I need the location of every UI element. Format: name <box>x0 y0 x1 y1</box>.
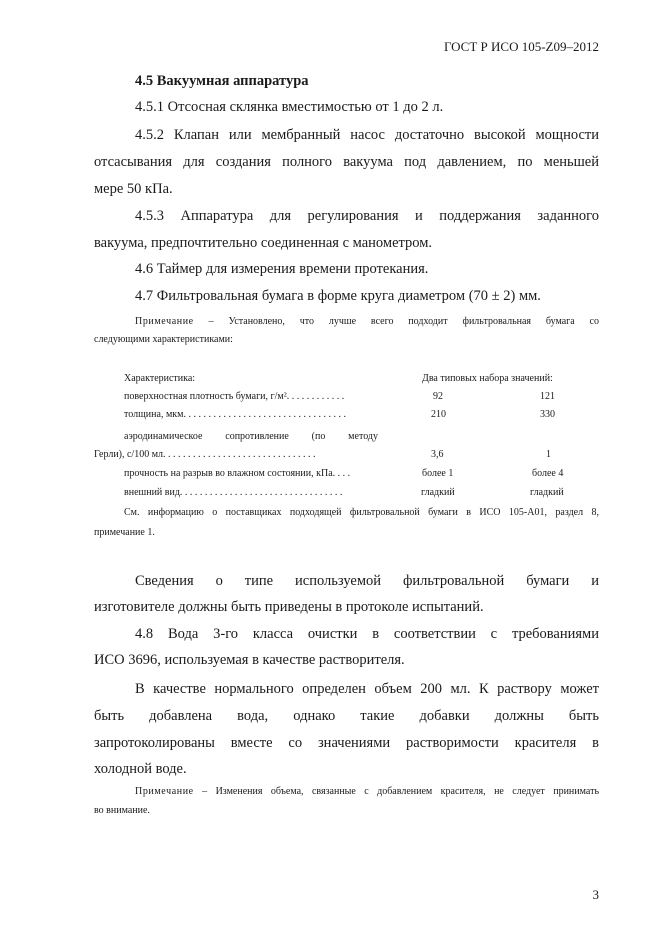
table-cell-value-1: гладкий <box>421 487 455 498</box>
paragraph-4-5-2-line1: 4.5.2 Клапан или мембранный насос достаточно высокой мощности <box>135 127 599 143</box>
table-header-values: Два типовых набора значений: <box>422 373 553 384</box>
paragraph-4-5-3-line1: 4.5.3 Аппаратура для регулирования и поддержания заданного <box>135 208 599 224</box>
document-header: ГОСТ Р ИСО 105-Z09–2012 <box>443 39 599 54</box>
note-label: Примечание <box>135 316 194 327</box>
paragraph-4-7: 4.7 Фильтровальная бумага в форме круга диаметром (70 ± 2) мм. <box>135 288 541 304</box>
table-row-label: внешний вид. . . . . . . . . . . . . . . . . . . . . . . . . . . . . . . . . <box>124 487 343 498</box>
paragraph-4-6: 4.6 Таймер для измерения времени протекания. <box>135 261 429 277</box>
table-footnote-line2: примечание 1. <box>94 527 155 538</box>
note-4-8-line1 <box>135 786 599 797</box>
table-row-label: поверхностная плотность бумаги, г/м². . . . . . . . . . . . <box>124 391 345 402</box>
paragraph-4-5-3-line2: вакуума, предпочтительно соединенная с манометром. <box>94 235 433 251</box>
table-row-label-line1: аэродинамическое сопротивление (по методу <box>124 431 378 442</box>
table-row-label: толщина, мкм. . . . . . . . . . . . . . . . . . . . . . . . . . . . . . . . . <box>124 409 346 420</box>
paragraph-4-5-2-line3: мере 50 кПа. <box>94 181 173 197</box>
table-row-label: прочность на разрыв во влажном состоянии, кПа. . . . <box>124 468 351 479</box>
paragraph-4-5-1: 4.5.1 Отсосная склянка вместимостью от 1 до 2 л. <box>135 99 444 115</box>
paragraph-volume-line4: холодной воде. <box>94 761 187 777</box>
table-cell-value-2: 1 <box>546 449 551 460</box>
table-header-characteristic: Характеристика: <box>124 373 196 384</box>
paragraph-volume-line1: В качестве нормального определен объем 200 мл. К раствору может <box>135 681 599 697</box>
page-number: 3 <box>592 887 599 902</box>
paragraph-filter-info-line2: изготовителе должны быть приведены в протоколе испытаний. <box>94 599 484 615</box>
table-footnote-line1: См. информацию о поставщиках подходящей фильтровальной бумаги в ИСО 105-A01, раздел 8, <box>124 507 599 518</box>
paragraph-4-8-line2: ИСО 3696, используемая в качестве растворителя. <box>94 652 405 668</box>
note-4-7-line2: следующими характеристиками: <box>94 334 233 345</box>
table-cell-value-1: более 1 <box>422 468 454 479</box>
paragraph-filter-info-line1: Сведения о типе используемой фильтровальной бумаги и <box>135 573 599 589</box>
paragraph-4-5-2-line2: отсасывания для создания полного вакуума под давлением, по меньшей <box>94 154 599 170</box>
table-cell-value-2: более 4 <box>532 468 564 479</box>
table-cell-value-2: 121 <box>540 391 555 402</box>
note-text: – Установлено, что лучше всего подходит фильтровальная бумага со <box>208 316 599 327</box>
paragraph-volume-line2: быть добавлена вода, однако такие добавки должны быть <box>94 708 599 724</box>
note-text: – Изменения объема, связанные с добавлением красителя, не следует принимать <box>202 786 599 797</box>
note-4-7-line1 <box>135 316 599 327</box>
paragraph-4-8-line1: 4.8 Вода 3-го класса очистки в соответствии с требованиями <box>135 626 599 642</box>
table-cell-value-1: 92 <box>433 391 443 402</box>
table-cell-value-1: 3,6 <box>431 449 444 460</box>
table-cell-value-2: гладкий <box>530 487 564 498</box>
table-cell-value-1: 210 <box>431 409 446 420</box>
table-cell-value-2: 330 <box>540 409 555 420</box>
table-row-label: Герли), с/100 мл. . . . . . . . . . . . . . . . . . . . . . . . . . . . . . . <box>94 449 316 460</box>
note-label: Примечание <box>135 786 194 797</box>
note-4-8-line2: во внимание. <box>94 805 150 816</box>
section-heading-4-5: 4.5 Вакуумная аппаратура <box>135 73 309 89</box>
paragraph-volume-line3: запротоколированы вместе со значениями растворимости красителя в <box>94 735 599 751</box>
